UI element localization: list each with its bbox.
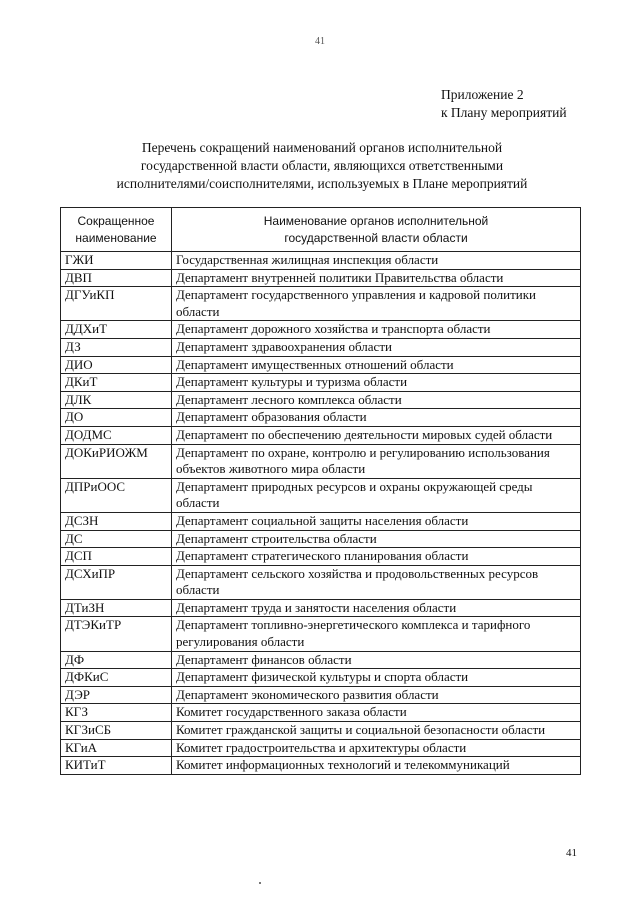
abbreviation-cell: КГЗиСБ — [61, 722, 172, 740]
header-abbreviation-line-1: Сокращенное — [77, 214, 155, 228]
full-name-cell: Департамент здравоохранения области — [172, 338, 581, 356]
full-name-cell: Департамент государственного управления и кадровой политики области — [172, 287, 581, 321]
abbreviation-cell: ДТЭКиТР — [61, 617, 172, 651]
abbreviation-cell: ГЖИ — [61, 252, 172, 270]
table-row — [61, 669, 581, 687]
page-number-top: 41 — [315, 36, 325, 47]
table-body — [61, 252, 581, 775]
table-row — [61, 530, 581, 548]
abbreviation-cell: ДТиЗН — [61, 599, 172, 617]
abbreviation-cell: ДПРиООС — [61, 478, 172, 512]
table-row — [61, 338, 581, 356]
appendix-line-1: Приложение 2 — [441, 87, 524, 102]
abbreviation-cell: ДФКиС — [61, 669, 172, 687]
table-row — [61, 686, 581, 704]
abbreviation-cell: ДВП — [61, 269, 172, 287]
abbreviation-cell: ДСХиПР — [61, 565, 172, 599]
abbreviation-cell: ДКиТ — [61, 374, 172, 392]
header-abbreviation-line-2: наименование — [75, 231, 157, 245]
full-name-cell: Департамент имущественных отношений области — [172, 356, 581, 374]
title-line-2: государственной власти области, являющихся ответственными — [140, 158, 504, 173]
table-row — [61, 356, 581, 374]
table-row — [61, 548, 581, 566]
table-row — [61, 426, 581, 444]
title-line-3: исполнителями/соисполнителями, используемых в Плане мероприятий — [116, 176, 528, 191]
abbreviation-cell: КГЗ — [61, 704, 172, 722]
table-row — [61, 409, 581, 427]
abbreviation-cell: ДСП — [61, 548, 172, 566]
table-row — [61, 704, 581, 722]
full-name-cell: Департамент топливно-энергетического комплекса и тарифного регулирования области — [172, 617, 581, 651]
table-row — [61, 287, 581, 321]
table-row — [61, 374, 581, 392]
full-name-cell: Департамент сельского хозяйства и продовольственных ресурсов области — [172, 565, 581, 599]
table-row — [61, 599, 581, 617]
table-row — [61, 512, 581, 530]
appendix-line-2: к Плану мероприятий — [441, 105, 567, 120]
abbreviation-cell: ДГУиКП — [61, 287, 172, 321]
abbreviation-cell: ДСЗН — [61, 512, 172, 530]
full-name-cell: Департамент внутренней политики Правительства области — [172, 269, 581, 287]
abbreviation-cell: ДЛК — [61, 391, 172, 409]
abbreviation-cell: КГиА — [61, 739, 172, 757]
full-name-cell: Комитет государственного заказа области — [172, 704, 581, 722]
table-row — [61, 444, 581, 478]
full-name-cell: Департамент культуры и туризма области — [172, 374, 581, 392]
full-name-cell: Департамент труда и занятости населения области — [172, 599, 581, 617]
full-name-cell: Комитет градостроительства и архитектуры области — [172, 739, 581, 757]
full-name-cell: Департамент финансов области — [172, 651, 581, 669]
abbreviation-cell: ДЭР — [61, 686, 172, 704]
full-name-cell: Департамент по охране, контролю и регулированию использования объектов животного мира области — [172, 444, 581, 478]
abbreviation-cell: ДОКиРИОЖМ — [61, 444, 172, 478]
full-name-cell: Департамент экономического развития области — [172, 686, 581, 704]
table-row — [61, 391, 581, 409]
header-full-name-line-2: государственной власти области — [284, 231, 468, 245]
header-abbreviation — [61, 208, 172, 252]
full-name-cell: Департамент дорожного хозяйства и транспорта области — [172, 321, 581, 339]
table-header-row — [61, 208, 581, 252]
abbreviation-cell: ДЗ — [61, 338, 172, 356]
abbreviations-table — [60, 207, 581, 775]
abbreviation-cell: ДФ — [61, 651, 172, 669]
abbreviation-cell: ДС — [61, 530, 172, 548]
abbreviation-cell: ДИО — [61, 356, 172, 374]
table-row — [61, 565, 581, 599]
table-row — [61, 321, 581, 339]
abbreviation-cell: КИТиТ — [61, 757, 172, 775]
page-number-bottom: 41 — [566, 847, 577, 859]
full-name-cell: Департамент природных ресурсов и охраны окружающей среды области — [172, 478, 581, 512]
document-title — [60, 139, 584, 193]
abbreviation-cell: ДДХиТ — [61, 321, 172, 339]
title-line-1: Перечень сокращений наименований органов исполнительной — [141, 140, 503, 155]
full-name-cell: Государственная жилищная инспекция области — [172, 252, 581, 270]
table-row — [61, 722, 581, 740]
full-name-cell: Департамент физической культуры и спорта области — [172, 669, 581, 687]
scan-speck — [259, 882, 261, 884]
full-name-cell: Департамент строительства области — [172, 530, 581, 548]
full-name-cell: Комитет гражданской защиты и социальной безопасности области — [172, 722, 581, 740]
table-row — [61, 252, 581, 270]
full-name-cell: Департамент лесного комплекса области — [172, 391, 581, 409]
full-name-cell: Комитет информационных технологий и телекоммуникаций — [172, 757, 581, 775]
table-row — [61, 478, 581, 512]
table-row — [61, 739, 581, 757]
full-name-cell: Департамент образования области — [172, 409, 581, 427]
full-name-cell: Департамент по обеспечению деятельности мировых судей области — [172, 426, 581, 444]
table-row — [61, 651, 581, 669]
full-name-cell: Департамент стратегического планирования области — [172, 548, 581, 566]
full-name-cell: Департамент социальной защиты населения области — [172, 512, 581, 530]
table-row — [61, 757, 581, 775]
appendix-caption — [441, 86, 567, 122]
header-full-name — [172, 208, 581, 252]
header-full-name-line-1: Наименование органов исполнительной — [263, 214, 489, 228]
abbreviation-cell: ДОДМС — [61, 426, 172, 444]
abbreviation-cell: ДО — [61, 409, 172, 427]
table-row — [61, 269, 581, 287]
table-row — [61, 617, 581, 651]
